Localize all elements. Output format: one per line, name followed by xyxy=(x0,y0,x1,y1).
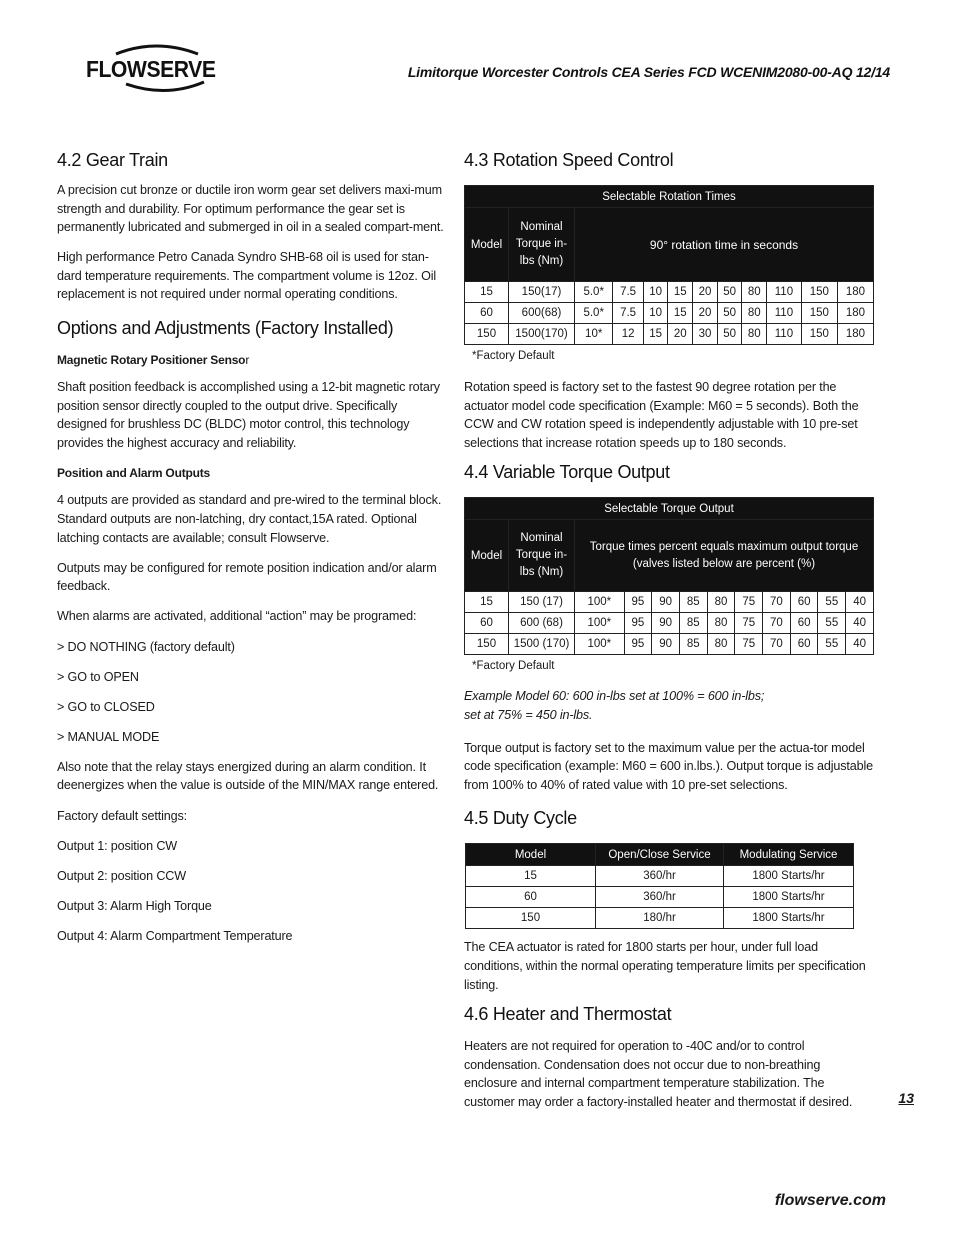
table-cell: 60 xyxy=(465,303,509,324)
table-cell: 50 xyxy=(717,282,742,303)
table-row xyxy=(465,634,874,655)
table-row xyxy=(466,866,854,887)
defaults-paragraph: Factory default settings: xyxy=(57,808,187,823)
table-cell: 10* xyxy=(575,324,613,345)
table-cell: 40 xyxy=(846,634,874,655)
table-cell: 70 xyxy=(763,592,791,613)
table-cell: 10 xyxy=(643,303,668,324)
sensor-subheading: Magnetic Rotary Positioner Sensor xyxy=(57,353,250,368)
table-cell: 110 xyxy=(767,282,802,303)
table-cell: 80 xyxy=(742,282,767,303)
table-cell: 55 xyxy=(818,613,846,634)
right-column xyxy=(464,150,874,1123)
table-cell: 110 xyxy=(767,324,802,345)
table-cell: 70 xyxy=(763,613,791,634)
table-cell: 50 xyxy=(717,303,742,324)
table-cell: 15 xyxy=(668,303,693,324)
table-row xyxy=(465,303,874,324)
table-cell: 15 xyxy=(643,324,668,345)
torque-footnote: *Factory Default xyxy=(472,660,555,673)
table-cell: 150 xyxy=(801,303,837,324)
relay-paragraph: Also note that the relay stays energized during an alarm condition. It deenergizes when the value is outside of the MIN/MAX range entered. xyxy=(57,759,439,793)
torque-heading: 4.4 Variable Torque Output xyxy=(464,462,670,483)
rotation-footnote: *Factory Default xyxy=(472,350,555,362)
output-setting: Output 3: Alarm High Torque xyxy=(57,898,212,913)
flowserve-logo xyxy=(86,40,226,96)
table-cell: 95 xyxy=(624,613,652,634)
table-cell: 10 xyxy=(643,282,668,303)
rotation-col-desc: 90° rotation time in seconds xyxy=(575,208,874,282)
table-cell: 180/hr xyxy=(596,908,724,929)
table-cell: 7.5 xyxy=(613,303,643,324)
table-cell: 90 xyxy=(652,592,680,613)
table-cell: 95 xyxy=(624,592,652,613)
torque-example: Example Model 60: 600 in-lbs set at 100% = 600 in-lbs; set at 75% = 450 in-lbs. xyxy=(464,689,765,722)
torque-table xyxy=(464,497,874,655)
table-cell: 75 xyxy=(735,613,763,634)
table-cell: 60 xyxy=(466,887,596,908)
heater-paragraph: Heaters are not required for operation to -40C and/or to control condensation. Condensation does not occur due to non-breathing enclosure and internal compartment temperature stabilization. The customer may order a factory-installed heater and thermostat if desired. xyxy=(464,1039,853,1109)
table-cell: 80 xyxy=(707,592,735,613)
torque-table-title: Selectable Torque Output xyxy=(465,498,874,520)
table-cell: 80 xyxy=(742,303,767,324)
table-cell: 180 xyxy=(837,282,873,303)
rotation-col-model: Model xyxy=(465,208,509,282)
table-cell: 600(68) xyxy=(509,303,575,324)
table-row xyxy=(465,613,874,634)
table-cell: 1500(170) xyxy=(509,324,575,345)
table-cell: 15 xyxy=(465,282,509,303)
rotation-paragraph: Rotation speed is factory set to the fastest 90 degree rotation per the actuator model code specification (Example: M60 = 5 seconds). Both the CCW and CW rotation speed is independently adjustable with 10 pre-set selections that increase rotation speeds up to 180 seconds. xyxy=(464,380,859,450)
table-cell: 80 xyxy=(707,634,735,655)
torque-paragraph: Torque output is factory set to the maximum value per the actua-tor model code specification (example: M60 = 600 in.lbs.). Output torque is adjustable from 100% to 40% of rated value with 10 pre-set selections. xyxy=(464,740,873,792)
table-cell: 12 xyxy=(613,324,643,345)
table-cell: 150 xyxy=(801,324,837,345)
torque-col-desc: Torque times percent equals maximum output torque (valves listed below are percent (%) xyxy=(575,520,874,592)
table-cell: 1800 Starts/hr xyxy=(724,908,854,929)
table-cell: 1800 Starts/hr xyxy=(724,866,854,887)
table-cell: 55 xyxy=(818,634,846,655)
table-cell: 150 xyxy=(465,634,509,655)
action-item: > GO to OPEN xyxy=(57,669,139,684)
table-cell: 150 (17) xyxy=(509,592,575,613)
table-cell: 20 xyxy=(693,282,718,303)
table-cell: 180 xyxy=(837,303,873,324)
table-cell: 55 xyxy=(818,592,846,613)
table-cell: 100* xyxy=(575,634,625,655)
table-row xyxy=(465,324,874,345)
table-cell: 1500 (170) xyxy=(509,634,575,655)
table-cell: 150 xyxy=(465,324,509,345)
left-column xyxy=(57,150,447,957)
table-cell: 70 xyxy=(763,634,791,655)
table-cell: 80 xyxy=(742,324,767,345)
table-cell: 60 xyxy=(790,634,818,655)
table-cell: 15 xyxy=(465,592,509,613)
action-item: > DO NOTHING (factory default) xyxy=(57,639,235,654)
options-heading: Options and Adjustments (Factory Installed) xyxy=(57,318,394,339)
table-cell: 15 xyxy=(466,866,596,887)
table-row xyxy=(466,908,854,929)
table-cell: 85 xyxy=(679,613,707,634)
heater-heading: 4.6 Heater and Thermostat xyxy=(464,1004,672,1025)
table-cell: 5.0* xyxy=(575,303,613,324)
duty-table xyxy=(465,843,854,929)
duty-col-model: Model xyxy=(466,844,596,866)
table-cell: 20 xyxy=(693,303,718,324)
action-item: > MANUAL MODE xyxy=(57,729,160,744)
table-cell: 600 (68) xyxy=(509,613,575,634)
rotation-heading: 4.3 Rotation Speed Control xyxy=(464,150,674,170)
table-cell: 150 xyxy=(801,282,837,303)
output-setting: Output 4: Alarm Compartment Temperature xyxy=(57,928,293,943)
table-cell: 60 xyxy=(790,592,818,613)
torque-col-torque: Nominal Torque in-lbs (Nm) xyxy=(509,520,575,592)
outputs-subheading: Position and Alarm Outputs xyxy=(57,466,211,481)
table-cell: 15 xyxy=(668,282,693,303)
torque-col-model: Model xyxy=(465,520,509,592)
gear-train-heading: 4.2 Gear Train xyxy=(57,150,168,170)
table-cell: 1800 Starts/hr xyxy=(724,887,854,908)
table-cell: 110 xyxy=(767,303,802,324)
table-cell: 60 xyxy=(790,613,818,634)
table-cell: 95 xyxy=(624,634,652,655)
table-cell: 20 xyxy=(668,324,693,345)
duty-col-openclose: Open/Close Service xyxy=(596,844,724,866)
table-cell: 60 xyxy=(465,613,509,634)
output-setting: Output 1: position CW xyxy=(57,838,178,853)
table-cell: 75 xyxy=(735,634,763,655)
table-cell: 360/hr xyxy=(596,866,724,887)
page-number: 13 xyxy=(898,1090,914,1106)
outputs-paragraph-1: 4 outputs are provided as standard and pre-wired to the terminal block. Standard outputs are non-latching, dry contact,15A rated. Optional latching contacts are available; consult Flowserve. xyxy=(57,493,442,545)
table-cell: 100* xyxy=(575,592,625,613)
website-link[interactable]: flowserve.com xyxy=(774,1192,886,1209)
rotation-table xyxy=(464,185,874,345)
table-cell: 75 xyxy=(735,592,763,613)
rotation-table-title: Selectable Rotation Times xyxy=(465,186,874,208)
table-cell: 5.0* xyxy=(575,282,613,303)
table-cell: 40 xyxy=(846,592,874,613)
table-cell: 150(17) xyxy=(509,282,575,303)
table-cell: 80 xyxy=(707,613,735,634)
table-cell: 360/hr xyxy=(596,887,724,908)
duty-paragraph: The CEA actuator is rated for 1800 starts per hour, under full load conditions, within the normal operating temperature limits per specification listing. xyxy=(464,940,866,992)
output-setting: Output 2: position CCW xyxy=(57,868,186,883)
table-cell: 7.5 xyxy=(613,282,643,303)
table-row xyxy=(466,887,854,908)
outputs-paragraph-3: When alarms are activated, additional “action” may be programed: xyxy=(57,609,417,624)
table-cell: 50 xyxy=(717,324,742,345)
table-row xyxy=(465,592,874,613)
table-cell: 90 xyxy=(652,634,680,655)
table-cell: 85 xyxy=(679,634,707,655)
gear-train-paragraph-2: High performance Petro Canada Syndro SHB-68 oil is used for stan-dard temperature requirements. The compartment volume is 12oz. Oil replacement is not required under normal operating conditions. xyxy=(57,250,437,302)
sensor-paragraph: Shaft position feedback is accomplished using a 12-bit magnetic rotary position sensor directly coupled to the output drive. Specifically designed for brushless DC (BLDC) motor control, this technology provides the highest accuracy and reliability. xyxy=(57,380,440,450)
outputs-paragraph-2: Outputs may be configured for remote position indication and/or alarm feedback. xyxy=(57,560,437,594)
table-cell: 90 xyxy=(652,613,680,634)
rotation-col-torque: Nominal Torque in-lbs (Nm) xyxy=(509,208,575,282)
logo-wordmark: FLOWSERVE xyxy=(86,56,216,82)
gear-train-paragraph-1: A precision cut bronze or ductile iron worm gear set delivers maxi-mum strength and durability. For optimum performance the gear set is permanently lubricated and submerged in oil in a sealed compart-ment. xyxy=(57,183,444,235)
action-item: > GO to CLOSED xyxy=(57,699,155,714)
table-row xyxy=(465,282,874,303)
document-header: Limitorque Worcester Controls CEA Series FCD WCENIM2080-00-AQ 12/14 xyxy=(407,64,890,80)
table-cell: 150 xyxy=(466,908,596,929)
table-cell: 85 xyxy=(679,592,707,613)
table-cell: 100* xyxy=(575,613,625,634)
table-cell: 30 xyxy=(693,324,718,345)
duty-heading: 4.5 Duty Cycle xyxy=(464,808,577,829)
table-cell: 180 xyxy=(837,324,873,345)
duty-col-modulating: Modulating Service xyxy=(724,844,854,866)
table-cell: 40 xyxy=(846,613,874,634)
